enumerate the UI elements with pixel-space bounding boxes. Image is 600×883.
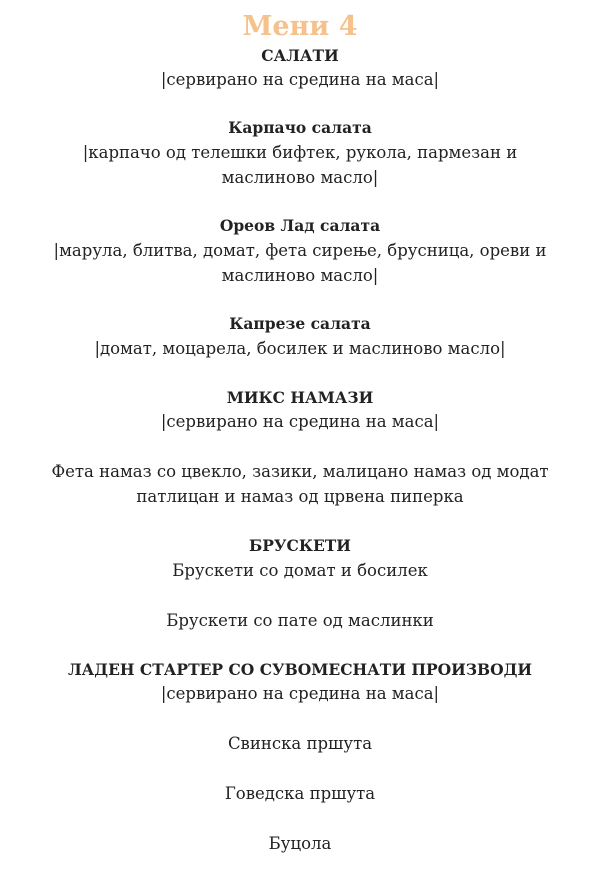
- salad-item-name: Капрезе салата: [229, 314, 371, 333]
- salad-item: [0, 312, 600, 361]
- salads-note: |сервирано на средина на маса|: [160, 70, 440, 89]
- bruschetta-item: Брускети со домат и босилек: [172, 561, 428, 580]
- salad-item-desc: |домат, моцарела, босилек и маслиново масло|: [94, 339, 506, 358]
- menu-title: Мени 4: [242, 11, 358, 42]
- salad-item-desc: |марула, блитва, домат, фета сирење, брусница, ореви и маслиново масло|: [53, 241, 547, 285]
- cold-starter-section: [0, 658, 600, 856]
- bruschetta-section: [0, 534, 600, 633]
- salad-item-desc: |карпачо од телешки бифтек, рукола, пармезан и маслиново масло|: [82, 143, 518, 187]
- spreads-note: |сервирано на средина на маса|: [160, 412, 440, 431]
- spreads-section: [0, 386, 600, 509]
- bruschetta-heading: БРУСКЕТИ: [249, 536, 351, 555]
- salad-item-name: Карпачо салата: [228, 118, 372, 137]
- salad-item-name: Ореов Лад салата: [219, 216, 381, 235]
- salad-item: [0, 214, 600, 288]
- cold-starter-note: |сервирано на средина на маса|: [160, 684, 440, 703]
- cold-starter-item: Говедска пршута: [224, 784, 376, 803]
- cold-starter-heading: ЛАДЕН СТАРТЕР СО СУВОМЕСНАТИ ПРОИЗВОДИ: [67, 660, 533, 679]
- salads-heading: САЛАТИ: [261, 46, 339, 65]
- bruschetta-item: Брускети со пате од маслинки: [166, 611, 434, 630]
- cold-starter-item: Буцола: [268, 834, 332, 853]
- spreads-text: Фета намаз со цвекло, зазики, малицано намаз од модат патлицан и намаз од црвена пиперка: [51, 462, 549, 506]
- salads-section: [0, 44, 600, 361]
- spreads-heading: МИКС НАМАЗИ: [226, 388, 374, 407]
- salad-item: [0, 116, 600, 190]
- cold-starter-item: Свинска пршута: [227, 734, 373, 753]
